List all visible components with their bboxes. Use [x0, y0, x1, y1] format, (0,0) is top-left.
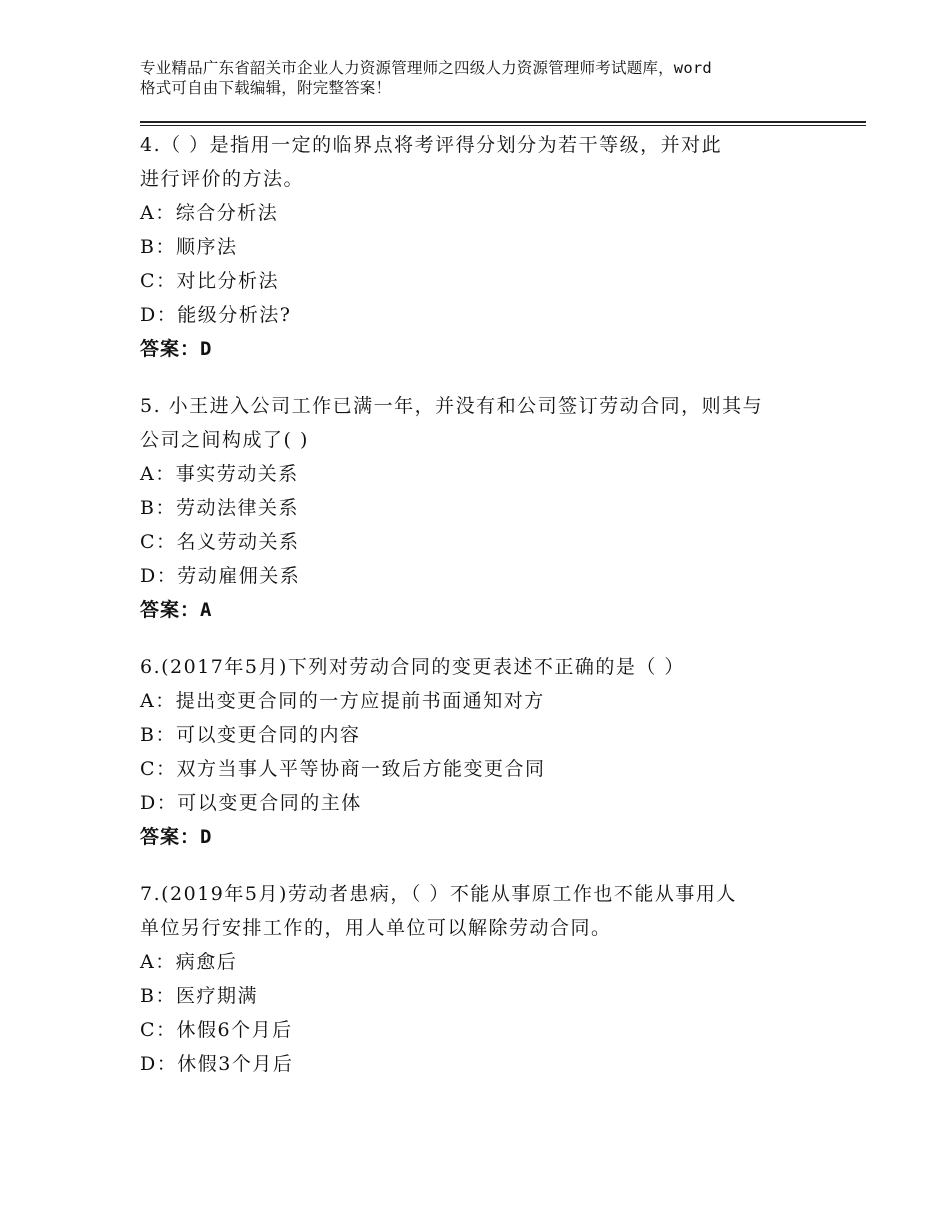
question-5	[140, 389, 830, 627]
question-stem-continued: 进行评价的方法。	[140, 168, 305, 190]
question-stem: 5. 小王进入公司工作已满一年，并没有和公司签订劳动合同，则其与	[140, 395, 764, 417]
header-divider-thin	[140, 125, 866, 126]
option-a: A：综合分析法	[140, 202, 279, 224]
question-stem: 7.(2019年5月)劳动者患病，（ ）不能从事原工作也不能从事用人	[140, 883, 737, 905]
option-c: C：双方当事人平等协商一致后方能变更合同	[140, 758, 546, 780]
question-stem-continued: 单位另行安排工作的，用人单位可以解除劳动合同。	[140, 917, 612, 939]
header-divider-thick	[140, 121, 866, 123]
option-c: C：休假6个月后	[140, 1019, 293, 1041]
option-d: D：能级分析法?	[140, 304, 292, 326]
option-d: D：劳动雇佣关系	[140, 565, 301, 587]
question-stem-continued: 公司之间构成了( )	[140, 429, 309, 451]
option-b: B：可以变更合同的内容	[140, 724, 361, 746]
option-d: D：可以变更合同的主体	[140, 792, 362, 814]
option-a: A：提出变更合同的一方应提前书面通知对方	[140, 690, 545, 712]
document-header	[140, 58, 840, 98]
option-b: B：劳动法律关系	[140, 497, 299, 519]
question-4	[140, 128, 830, 366]
header-line-1: 专业精品广东省韶关市企业人力资源管理师之四级人力资源管理师考试题库，word	[140, 59, 712, 77]
option-c: C：对比分析法	[140, 270, 280, 292]
question-6	[140, 650, 830, 854]
question-stem: 6.(2017年5月)下列对劳动合同的变更表述不正确的是（ ）	[140, 656, 685, 678]
option-d: D：休假3个月后	[140, 1053, 294, 1075]
option-a: A：事实劳动关系	[140, 463, 299, 485]
option-a: A：病愈后	[140, 951, 238, 973]
question-7	[140, 877, 830, 1081]
answer: 答案：D	[140, 826, 213, 848]
question-stem: 4.（ ）是指用一定的临界点将考评得分划分为若干等级，并对此	[140, 134, 723, 156]
option-b: B：医疗期满	[140, 985, 258, 1007]
option-c: C：名义劳动关系	[140, 531, 300, 553]
answer: 答案：A	[140, 599, 213, 621]
option-b: B：顺序法	[140, 236, 238, 258]
header-line-2: 格式可自由下载编辑，附完整答案！	[140, 79, 392, 97]
answer: 答案：D	[140, 338, 213, 360]
question-list	[140, 128, 830, 1104]
